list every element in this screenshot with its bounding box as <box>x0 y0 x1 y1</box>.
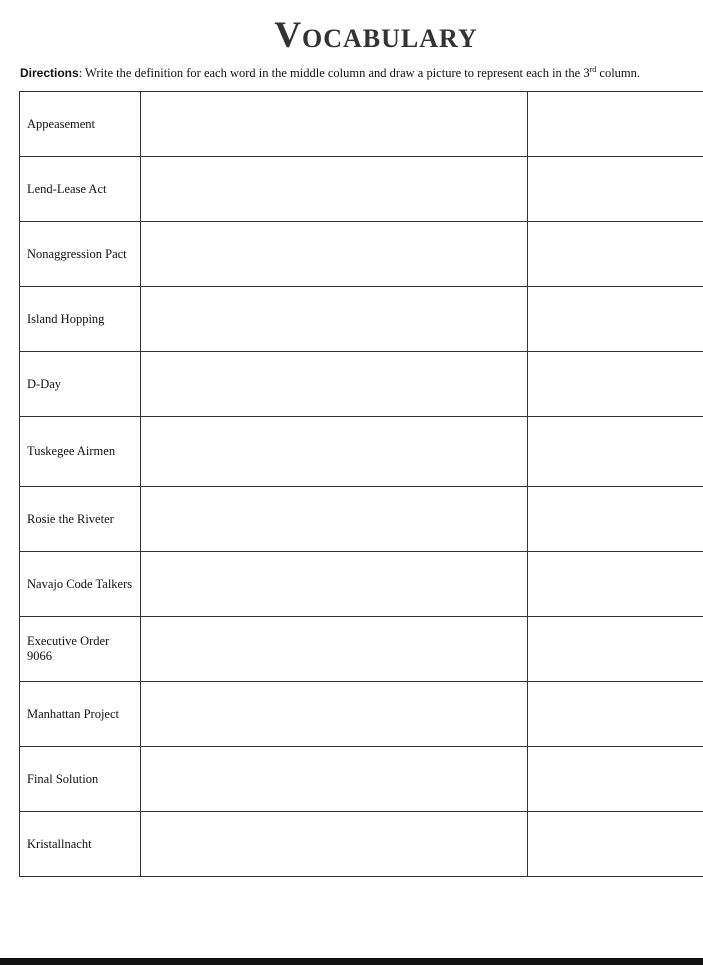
table-row <box>20 487 703 552</box>
term-cell: Island Hopping <box>20 287 141 352</box>
definition-cell[interactable] <box>141 552 528 617</box>
definition-cell[interactable] <box>141 417 528 487</box>
directions-superscript: rd <box>589 65 597 74</box>
definition-cell[interactable] <box>141 222 528 287</box>
table-row <box>20 682 703 747</box>
term-cell: Nonaggression Pact <box>20 222 141 287</box>
picture-cell[interactable] <box>528 222 703 287</box>
picture-cell[interactable] <box>528 812 703 877</box>
term-cell: Appeasement <box>20 92 141 157</box>
definition-cell[interactable] <box>141 352 528 417</box>
directions <box>20 65 700 81</box>
table-row <box>20 287 703 352</box>
term-cell: Rosie the Riveter <box>20 487 141 552</box>
term-cell: Lend-Lease Act <box>20 157 141 222</box>
definition-cell[interactable] <box>141 682 528 747</box>
term-cell: Executive Order 9066 <box>20 617 141 682</box>
picture-cell[interactable] <box>528 682 703 747</box>
directions-text-end: column. <box>596 66 641 81</box>
directions-text: : Write the definition for each word in the middle column and draw a picture to represent each in the 3 <box>78 66 590 81</box>
page-title: Vocabulary <box>274 15 478 56</box>
table-row <box>20 417 703 487</box>
picture-cell[interactable] <box>528 552 703 617</box>
table-row <box>20 157 703 222</box>
vocabulary-table <box>19 91 703 877</box>
definition-cell[interactable] <box>141 157 528 222</box>
table-row <box>20 617 703 682</box>
term-cell: Final Solution <box>20 747 141 812</box>
table-row <box>20 552 703 617</box>
table-row <box>20 747 703 812</box>
term-cell: Tuskegee Airmen <box>20 417 141 487</box>
picture-cell[interactable] <box>528 747 703 812</box>
picture-cell[interactable] <box>528 92 703 157</box>
picture-cell[interactable] <box>528 287 703 352</box>
table-row <box>20 352 703 417</box>
picture-cell[interactable] <box>528 352 703 417</box>
table-row <box>20 812 703 877</box>
table-row <box>20 92 703 157</box>
term-cell: Manhattan Project <box>20 682 141 747</box>
picture-cell[interactable] <box>528 157 703 222</box>
picture-cell[interactable] <box>528 487 703 552</box>
definition-cell[interactable] <box>141 812 528 877</box>
definition-cell[interactable] <box>141 747 528 812</box>
definition-cell[interactable] <box>141 287 528 352</box>
term-cell: Navajo Code Talkers <box>20 552 141 617</box>
term-cell: D-Day <box>20 352 141 417</box>
definition-cell[interactable] <box>141 617 528 682</box>
directions-label: Directions <box>20 66 79 81</box>
picture-cell[interactable] <box>528 617 703 682</box>
definition-cell[interactable] <box>141 487 528 552</box>
picture-cell[interactable] <box>528 417 703 487</box>
table-row <box>20 222 703 287</box>
bottom-bar <box>0 958 703 965</box>
definition-cell[interactable] <box>141 92 528 157</box>
term-cell: Kristallnacht <box>20 812 141 877</box>
